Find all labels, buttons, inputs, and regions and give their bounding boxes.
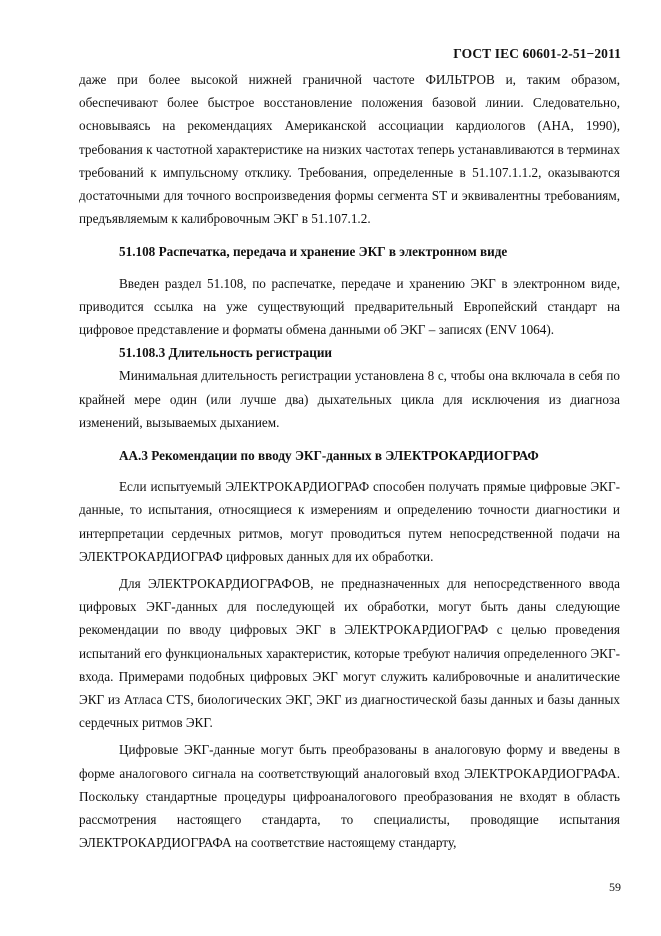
section-heading-aa3: АА.3 Рекомендации по вводу ЭКГ-данных в ЭЛЕКТРОКАРДИОГРАФ (119, 448, 539, 464)
section-heading-51-108-3: 51.108.3 Длительность регистрации (119, 345, 333, 361)
page-number: 59 (609, 880, 621, 894)
paragraph-51-108-3: Минимальная длительность регистрации установлена 8 с, чтобы она включала в себя по крайней мере один (или лучше два) дыхательных цикла для исключения из диагноза изменений, вызываемых дыханием. (79, 368, 620, 430)
paragraph-aa3-2: Для ЭЛЕКТРОКАРДИОГРАФОВ, не предназначенных для непосредственного ввода цифровых ЭКГ-данных для последующей их обработки, могут быть даны следующие рекомендации по вводу цифровых ЭКГ в ЭЛЕКТРОКАРДИОГРАФ с целью проведения испытаний его функциональных характеристик, которые требуют наличия определенного ЭКГ-входа. Примерами подобных цифровых ЭКГ могут служить калибровочные и аналитические ЭКГ из Атласа CTS, биологических ЭКГ, ЭКГ из диагностической базы данных и базы данных сердечных ритмов ЭКГ. (79, 576, 620, 731)
paragraph-aa3-3: Цифровые ЭКГ-данные могут быть преобразованы в аналоговую форму и введены в форме аналогового сигнала на соответствующий аналоговый вход ЭЛЕКТРОКАРДИОГРАФА. Поскольку стандартные процедуры цифроаналогового преобразования не входят в область рассмотрения настоящего стандарта, то специалисты, проводящие испытания ЭЛЕКТРОКАРДИОГРАФА на соответствие настоящему стандарту, (79, 742, 620, 851)
page-content (79, 68, 620, 855)
section-heading-51-108: 51.108 Распечатка, передача и хранение ЭКГ в электронном виде (119, 244, 508, 260)
paragraph-continued: даже при более высокой нижней граничной частоте ФИЛЬТРОВ и, таким образом, обеспечивают более быстрое восстановление положения базовой линии. Следовательно, основываясь на рекомендациях Американской ассоциации кардиологов (АНА, 1990), требования к частотной характеристике на низких частотах теперь устанавливаются в терминах требований к импульсному отклику. Требования, определенные в 51.107.1.1.2, оказываются достаточными для точного воспроизведения формы сегмента ST и эквивалентны требованиям, предъявляемым к калибровочным ЭКГ в 51.107.1.2. (79, 72, 620, 227)
paragraph-51-108: Введен раздел 51.108, по распечатке, передаче и хранению ЭКГ в электронном виде, приводится ссылка на уже существующий предварительный Европейский стандарт на цифровое представление и форматы обмена данными об ЭКГ – записях (ENV 1064). (79, 275, 620, 338)
paragraph-aa3-1: Если испытуемый ЭЛЕКТРОКАРДИОГРАФ способен получать прямые цифровые ЭКГ-данные, то испытания, относящиеся к измерениям и определению точности диагностики и интерпретации сердечных ритмов, могут проводиться путем непосредственной подачи на ЭЛЕКТРОКАРДИОГРАФ цифровых данных для их обработки. (79, 479, 620, 564)
standard-header: ГОСТ IEC 60601-2-51−2011 (453, 46, 621, 61)
